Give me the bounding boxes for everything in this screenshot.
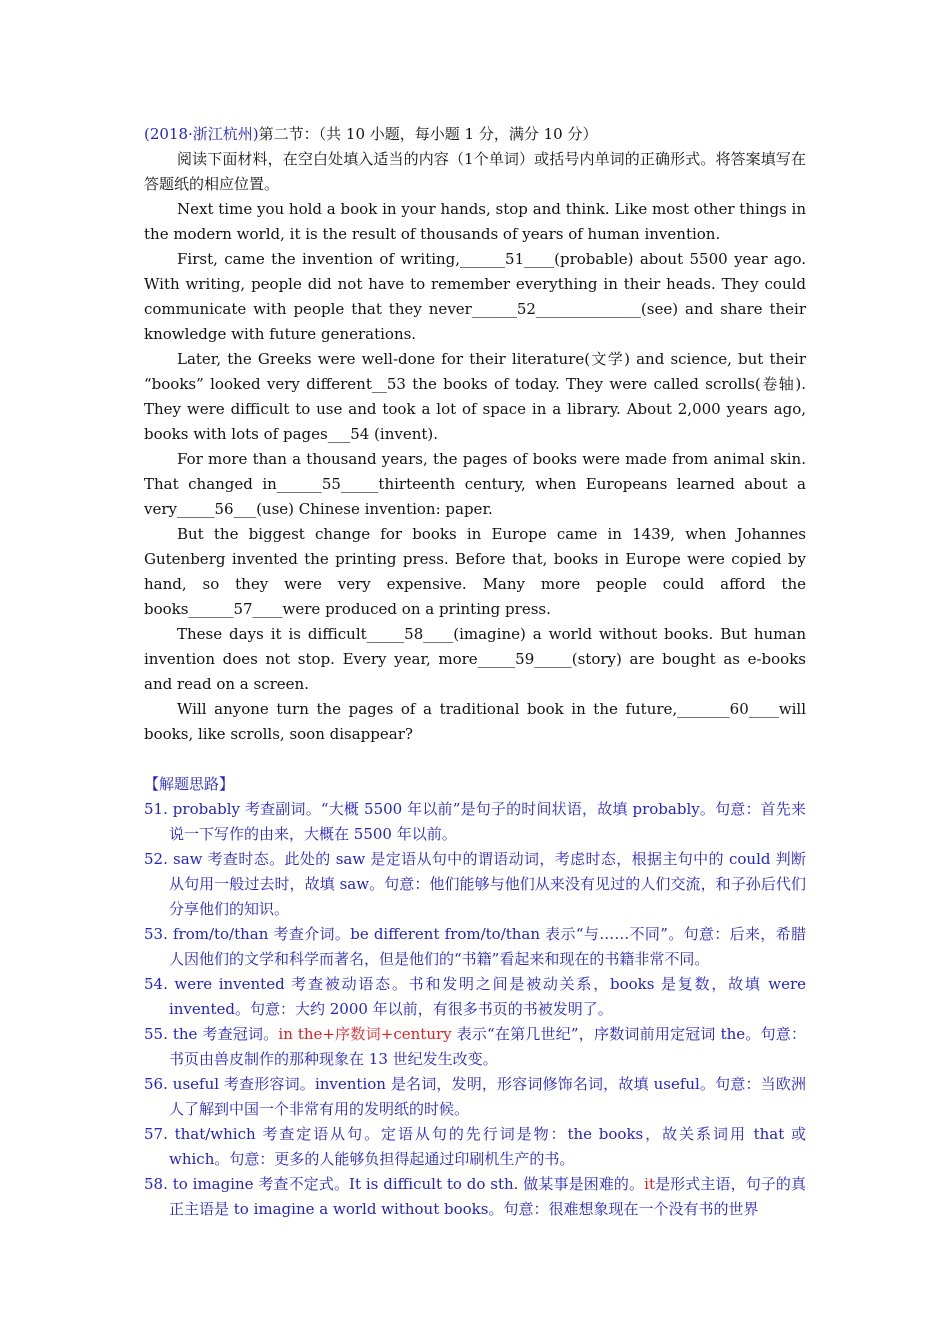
answer-52: 52. saw 考查时态。此处的 saw 是定语从句中的谓语动词，考虑时态，根据主句中的 could 判断从句用一般过去时，故填 saw。句意：他们能够与他们从来没有见过的人们交流，和子孙后代们分享他们的知识。 [144, 850, 806, 918]
passage-paragraph-3: Later, the Greeks were well-done for their literature(文学) and science, but their “books” looked very different__53 the books of today. They were called scrolls(卷轴). They were difficult to use and took a lot of space in a library. About 2,000 years ago, books with lots of pages___54 (invent). [144, 350, 806, 443]
answer-57: 57. that/which 考查定语从句。定语从句的先行词是物：the books，故关系词用 that 或 which。句意：更多的人能够负担得起通过印刷机生产的书。 [144, 1125, 806, 1168]
answer-55 [144, 1022, 806, 1072]
analysis-title: 【解题思路】 [144, 775, 235, 793]
answer-58-highlight: it [644, 1175, 655, 1193]
passage-paragraph-5: But the biggest change for books in Europe came in 1439, when Johannes Gutenberg invented the printing press. Before that, books in Europe were copied by hand, so they were very expensive. Many more people could afford the books______57____were produced on a printing press. [144, 525, 806, 618]
answer-55-text: 55. the 考查冠词。 [144, 1025, 279, 1043]
answer-55-highlight: in the+序数词+century [278, 1025, 452, 1043]
answer-53: 53. from/to/than 考查介词。be different from/to/than 表示“与……不同”。句意：后来，希腊人因他们的文学和科学而著名，但是他们的“书籍”看起来和现在的书籍非常不同。 [144, 925, 806, 968]
passage-paragraph-7: Will anyone turn the pages of a traditional book in the future,_______60____will books, like scrolls, soon disappear? [144, 700, 806, 743]
answer-56: 56. useful 考查形容词。invention 是名词，发明，形容词修饰名词，故填 useful。句意：当欧洲人了解到中国一个非常有用的发明纸的时候。 [144, 1075, 806, 1118]
answer-55-rest: 表示“在第几世纪”，序数词前用定冠词 the。句意：书页由兽皮制作的那种现象在 13 世纪发生改变。 [169, 1025, 806, 1068]
document-content [144, 122, 806, 1222]
passage-paragraph-6: These days it is difficult_____58____(imagine) a world without books. But human invention does not stop. Every year, more_____59_____(story) are bought as e-books and read on a screen. [144, 625, 806, 693]
answer-54: 54. were invented 考查被动语态。书和发明之间是被动关系，books 是复数，故填 were invented。句意：大约 2000 年以前，有很多书页的书被发明了。 [144, 975, 806, 1018]
passage-paragraph-4: For more than a thousand years, the pages of books were made from animal skin. That changed in______55_____thirteenth century, when Europeans learned about a very_____56___(use) Chinese invention: paper. [144, 450, 806, 518]
answer-51: 51. probably 考查副词。“大概 5500 年以前”是句子的时间状语，故填 probably。句意：首先来说一下写作的由来，大概在 5500 年以前。 [144, 800, 806, 843]
question-header [144, 122, 806, 147]
answer-58-rest: 是形式主语，句子的真正主语是 to imagine a world without books。句意：很难想象现在一个没有书的世界 [169, 1175, 806, 1218]
source-label: (2018·浙江杭州) [144, 125, 259, 143]
answer-58 [144, 1172, 806, 1222]
passage-paragraph-1: Next time you hold a book in your hands, stop and think. Like most other things in the modern world, it is the result of thousands of years of human invention. [144, 200, 806, 243]
instruction-text: 阅读下面材料，在空白处填入适当的内容（1个单词）或括号内单词的正确形式。将答案填写在答题纸的相应位置。 [144, 150, 806, 193]
answer-58-text: 58. to imagine 考查不定式。It is difficult to do sth. 做某事是困难的。 [144, 1175, 645, 1193]
spacer [144, 747, 806, 772]
passage-paragraph-2: First, came the invention of writing,______51____(probable) about 5500 year ago. With writing, people did not have to remember everything in their heads. They could communicate with people that they never______52______________(see) and share their knowledge with future generations. [144, 250, 806, 343]
section-label: 第二节：（共 10 小题，每小题 1 分，满分 10 分） [258, 125, 598, 143]
